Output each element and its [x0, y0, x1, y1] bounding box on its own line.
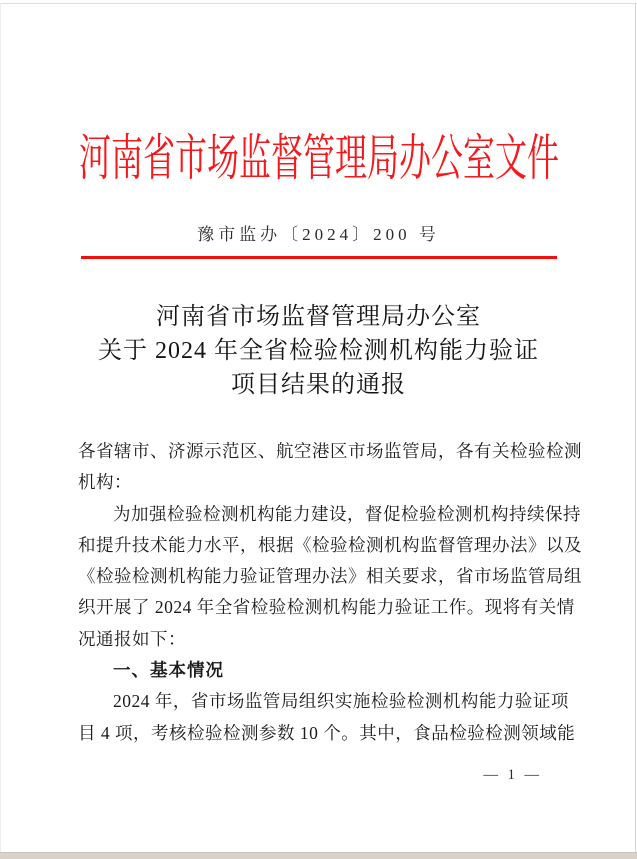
page-number: — 1 — — [483, 767, 542, 783]
body-line: 为加强检验检测机构能力建设，督促检验检测机构持续保持 — [113, 503, 581, 524]
body-line: 《检验检测机构能力验证管理办法》相关要求，省市场监管局组 — [78, 566, 582, 587]
body-line: 机构： — [78, 472, 132, 493]
document-title-line: 关于 2024 年全省检验检测机构能力验证 — [98, 338, 539, 364]
document-title — [40, 300, 597, 402]
page-bottom-shadow — [0, 852, 637, 859]
letterhead-banner — [0, 128, 637, 188]
body-line: 况通报如下： — [78, 628, 186, 649]
document-body — [78, 436, 582, 749]
body-line: 各省辖市、济源示范区、航空港区市场监管局，各有关检验检测 — [78, 441, 582, 461]
body-line: 和提升技术能力水平，根据《检验检测机构监督管理办法》以及 — [78, 534, 582, 555]
body-section-heading: 一、基本情况 — [113, 660, 224, 681]
body-line: 目 4 项，考核检验检测参数 10 个。其中，食品检验检测领域能 — [78, 722, 576, 743]
page-border-top — [0, 3, 637, 4]
document-number: 豫市监办〔2024〕200 号 — [197, 225, 440, 244]
body-line: 织开展了 2024 年全省检验检测机构能力验证工作。现将有关情 — [78, 597, 575, 618]
document-title-line: 项目结果的通报 — [231, 372, 406, 398]
red-separator-line — [81, 256, 557, 259]
letterhead-banner-text: 河南省市场监督管理局办公室文件 — [78, 130, 559, 186]
body-line: 2024 年，省市场监管局组织实施检验检测机构能力验证项 — [113, 691, 569, 712]
document-title-line: 河南省市场监督管理局办公室 — [156, 304, 481, 330]
